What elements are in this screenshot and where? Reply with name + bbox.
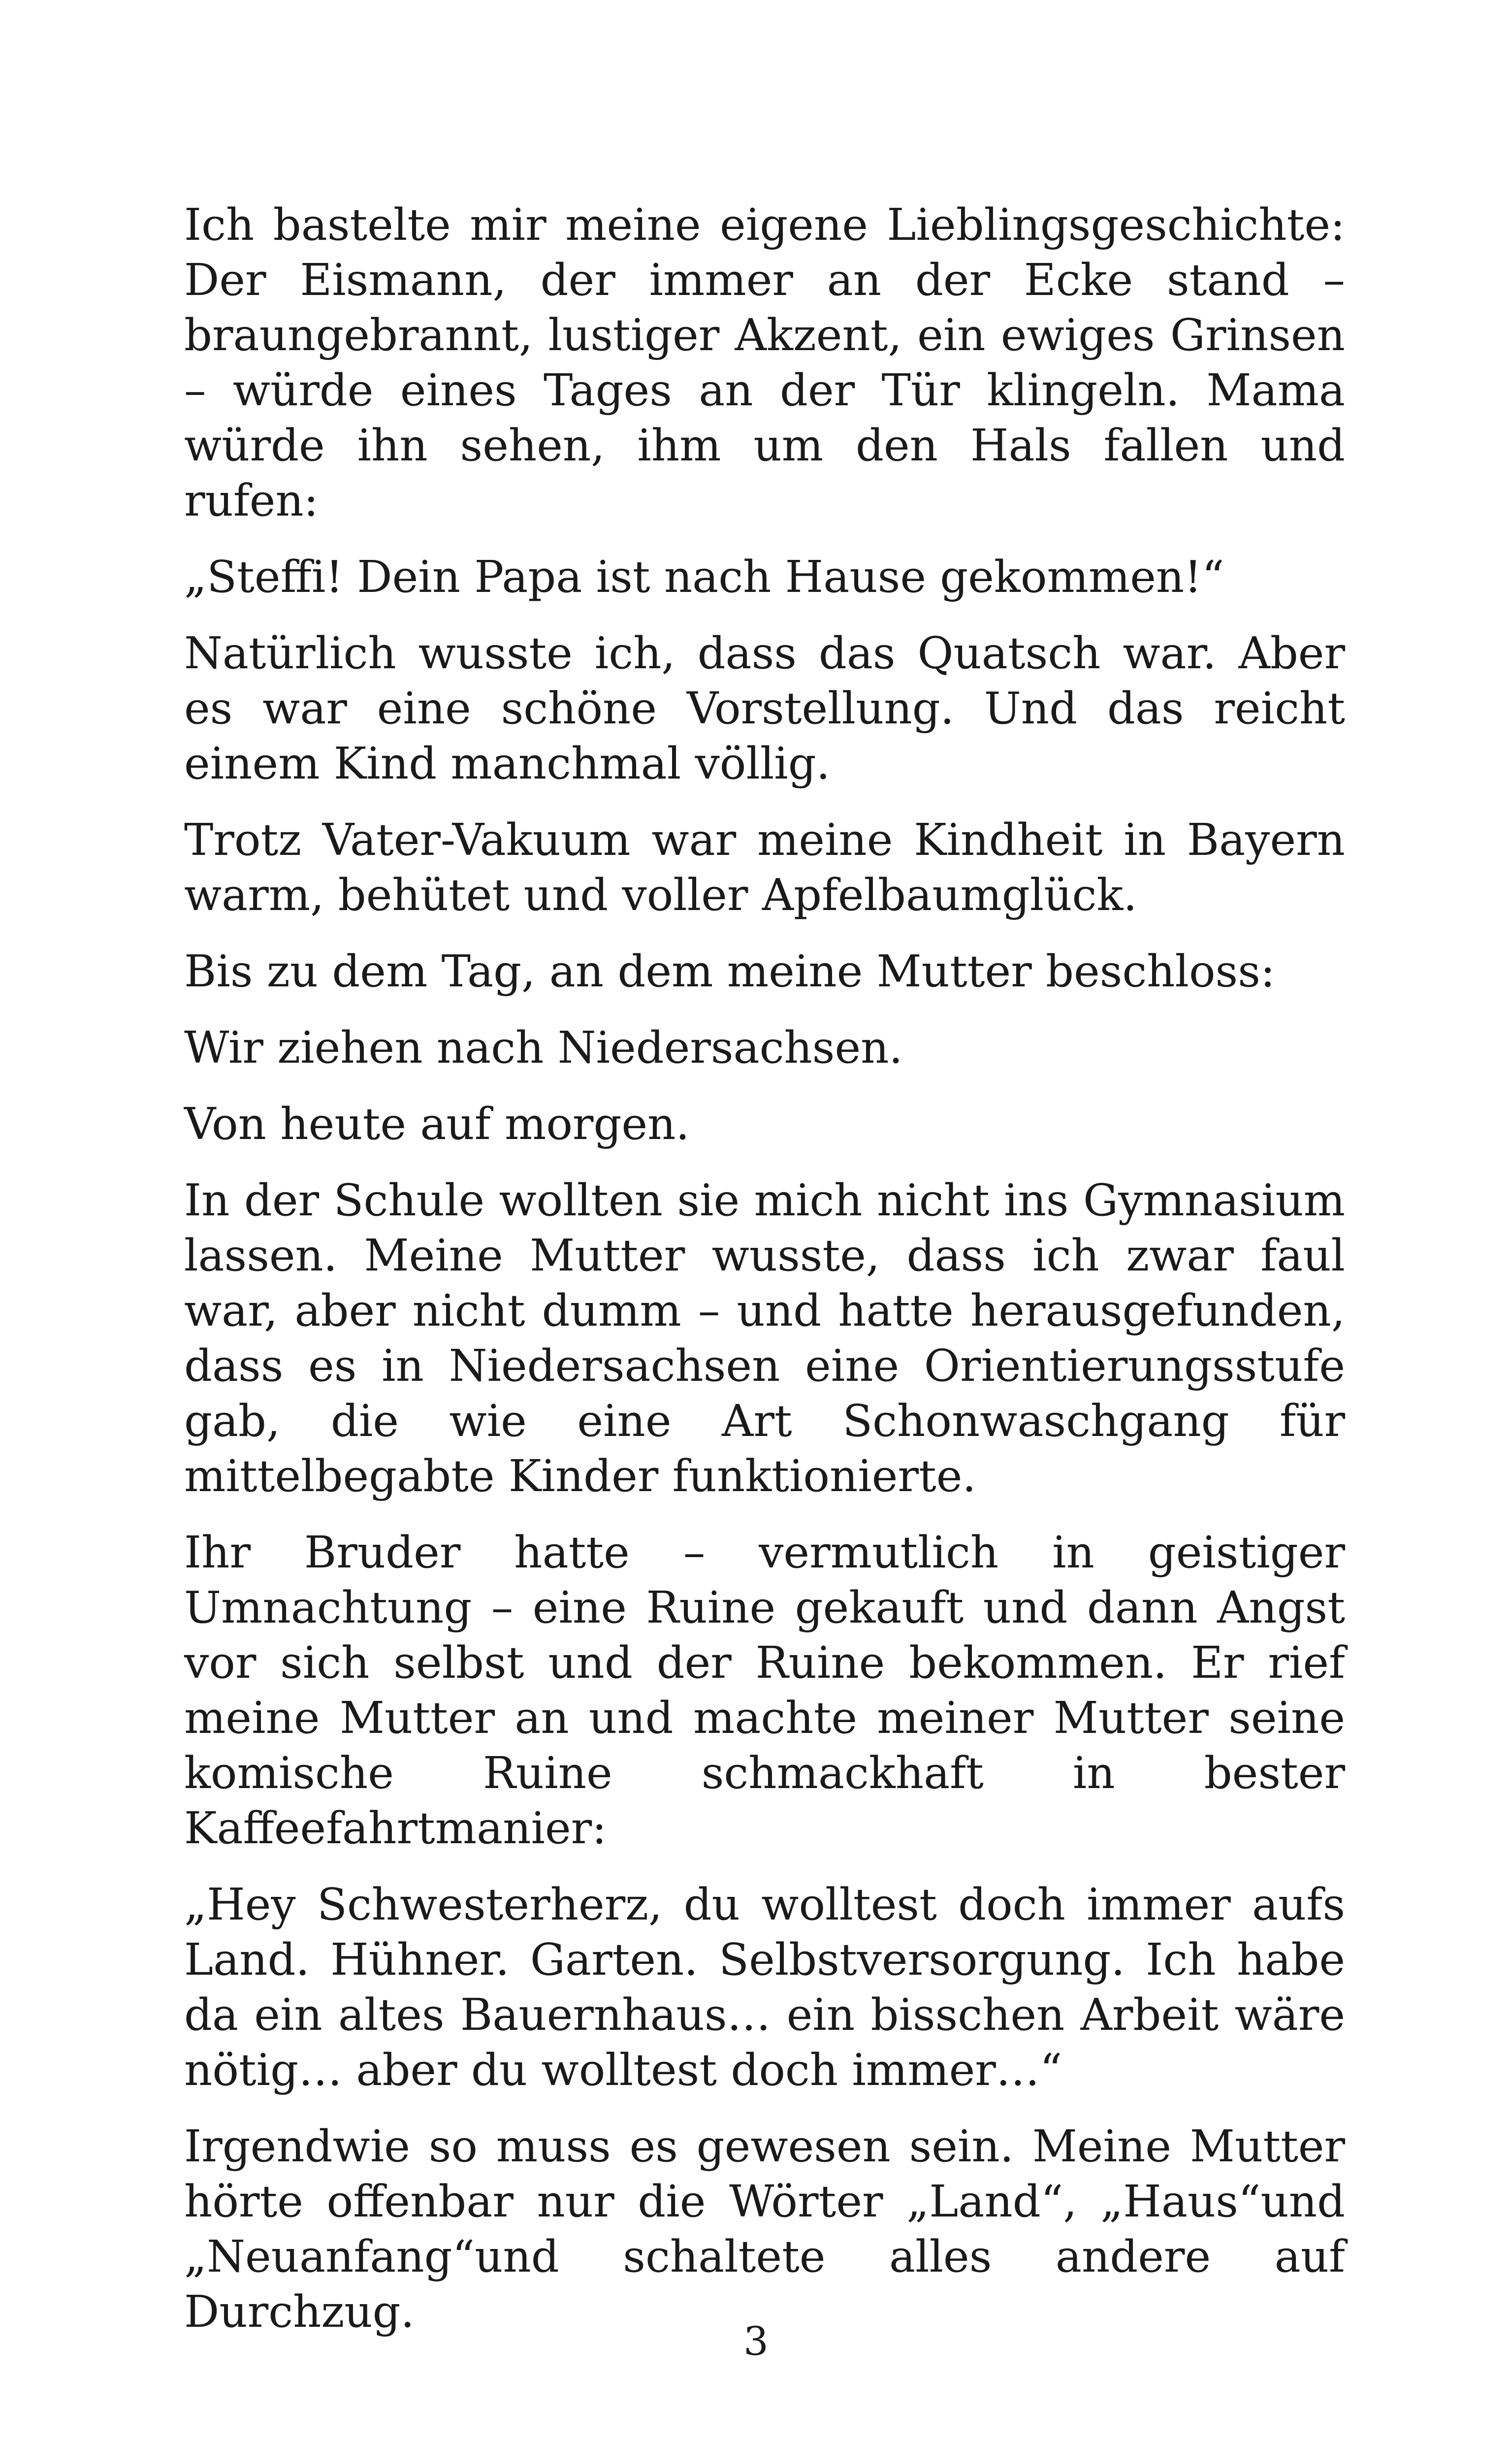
paragraph-5: Bis zu dem Tag, an dem meine Mutter beschloss: [184,945,1275,997]
paragraph-1: Ich bastelte mir meine eigene Lieblingsgeschichte: Der Eismann, der immer an der Ecke stand – braungebrannt, lustiger Akzent, ein ewiges Grinsen – würde eines Tages an der Tür klingeln. Mama würde ihn sehen, ihm um den Hals fallen und rufen: [184,199,1345,526]
paragraph-3: Natürlich wusste ich, dass das Quatsch war. Aber es war eine schöne Vorstellung. Und das reicht einem Kind manchmal völlig. [184,627,1345,789]
body-text [184,197,1345,2360]
paragraph-10: „Hey Schwesterherz, du wolltest doch immer aufs Land. Hühner. Garten. Selbstversorgung. Ich habe da ein altes Bauernhaus… ein bisschen Arbeit wäre nötig… aber du wolltest doch immer…“ [184,1879,1345,2095]
paragraph-6: Wir ziehen nach Niedersachsen. [184,1022,903,1073]
paragraph-2: „Steffi! Dein Papa ist nach Hause gekommen!“ [184,551,1224,602]
paragraph-11: Irgendwie so muss es gewesen sein. Meine Mutter hörte offenbar nur die Wörter „Land“, „Haus“und „Neuanfang“und schaltete alles andere auf Durchzug. [184,2120,1345,2337]
paragraph-8: In der Schule wollten sie mich nicht ins Gymnasium lassen. Meine Mutter wusste, dass ich zwar faul war, aber nicht dumm – und hatte herausgefunden, dass es in Niedersachsen eine Orientierungsstufe gab, die wie eine Art Schonwaschgang für mittelbegabte Kinder funktionierte. [184,1174,1345,1501]
paragraph-7: Von heute auf morgen. [184,1098,690,1149]
page-number: 3 [743,2318,769,2364]
paragraph-9: Ihr Bruder hatte – vermutlich in geistiger Umnachtung – eine Ruine gekauft und dann Angst vor sich selbst und der Ruine bekommen. Er rief meine Mutter an und machte meiner Mutter seine komische Ruine schmackhaft in bester Kaffeefahrtmanier: [184,1527,1345,1854]
paragraph-4: Trotz Vater-Vakuum war meine Kindheit in Bayern warm, behütet und voller Apfelbaumglück. [184,814,1345,920]
